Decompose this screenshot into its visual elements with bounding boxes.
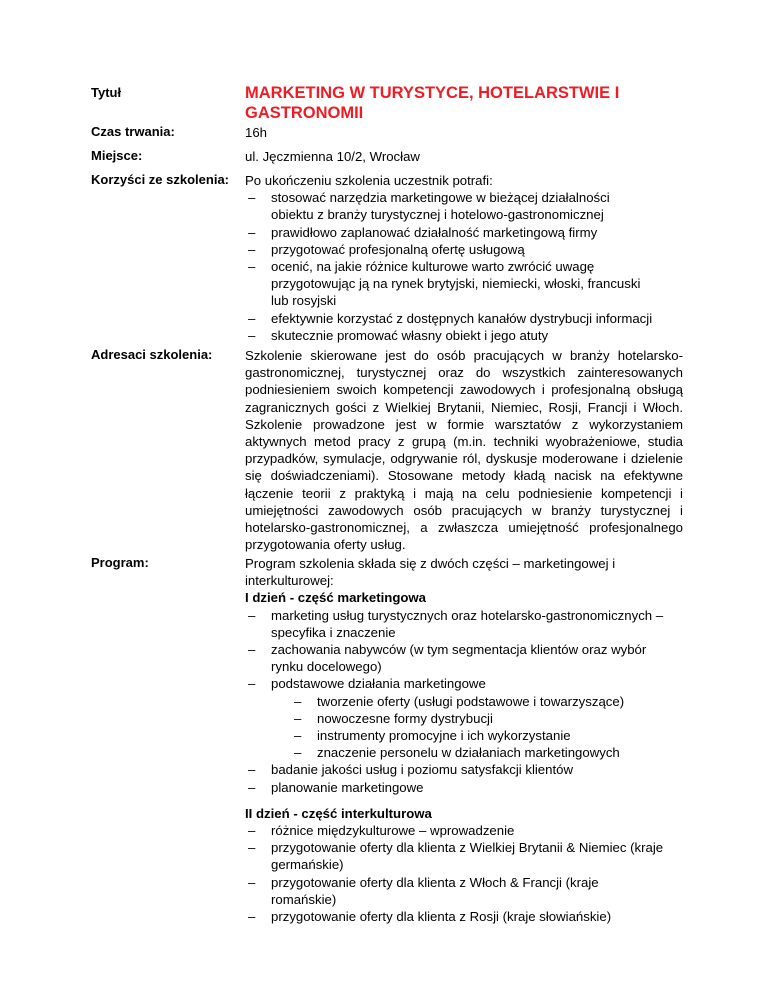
list-item: – przygotować profesjonalną ofertę usługową [245, 241, 655, 258]
day1-heading: I dzień - część marketingowa [245, 590, 427, 606]
list-item: – znaczenie personelu w działaniach marketingowych [291, 744, 665, 761]
list-item: – przygotowanie oferty dla klienta z Wielkiej Brytanii & Niemiec (kraje germańskie) [245, 839, 665, 873]
day1-sublist [271, 693, 665, 762]
day1-list [245, 607, 665, 796]
list-item: – zachowania nabywców (w tym segmentacja klientów oraz wybór rynku docelowego) [245, 641, 665, 675]
list-item: – instrumenty promocyjne i ich wykorzystanie [291, 727, 665, 744]
duration-value: 16h [245, 125, 268, 140]
duration-label: Czas trwania: [91, 124, 175, 139]
list-item: – skutecznie promować własny obiekt i jego atuty [245, 327, 655, 344]
list-item-text: podstawowe działania marketingowe [271, 676, 486, 692]
list-item: – prawidłowo zaplanować działalność marketingową firmy [245, 224, 655, 241]
list-item: – stosować narzędzia marketingowe w bieżącej działalności obiektu z branży turystycznej i hotelowo-gastronomicznej [245, 189, 655, 223]
benefits-intro: Po ukończeniu szkolenia uczestnik potrafi: [245, 173, 493, 188]
title-label: Tytuł [91, 85, 122, 100]
benefits-label: Korzyści ze szkolenia: [91, 172, 229, 187]
list-item: – przygotowanie oferty dla klienta z Włoch & Francji (kraje romańskie) [245, 874, 665, 908]
list-item: – efektywnie korzystać z dostępnych kanałów dystrybucji informacji [245, 310, 655, 327]
audience-text: Szkolenie skierowane jest do osób pracujących w branży hotelarsko-gastronomicznej, turystycznej oraz do wszystkich zainteresowanych podniesieniem swoich kompetencji zawodowych i profesjonalną obsługą zagranicznych gości z Wielkiej Brytanii, Niemiec, Rosji, Francji i Włoch. Szkolenie prowadzone jest w formie warsztatów z wykorzystaniem aktywnych metod pracy z grupą (m.in. techniki wyobrażeniowe, studia przypadków, symulacje, odgrywanie ról, dyskusje moderowane i dzielenie się doświadczeniami). Stosowane metody kładą nacisk na efektywne łączenie teorii z praktyką i mają na celu podniesienie kompetencji i umiejętności zawodowych osób pracujących w branży turystycznej i hotelarsko-gastronomicznej, a zwłaszcza umiejętność profesjonalnego przygotowania oferty usług. [245, 348, 683, 553]
program-intro: Program szkolenia składa się z dwóch części – marketingowej i interkulturowej: [245, 556, 616, 589]
benefits-list [245, 189, 655, 344]
place-label: Miejsce: [91, 148, 143, 163]
list-item: – nowoczesne formy dystrybucji [291, 710, 665, 727]
list-item: – badanie jakości usług i poziomu satysfakcji klientów [245, 761, 665, 778]
list-item: – tworzenie oferty (usługi podstawowe i towarzyszące) [291, 693, 665, 710]
audience-label: Adresaci szkolenia: [91, 347, 213, 362]
day2-heading: II dzień - część interkulturowa [245, 805, 432, 821]
place-value: ul. Jęczmienna 10/2, Wrocław [245, 149, 420, 164]
program-content [245, 555, 683, 925]
list-item: – różnice międzykulturowe – wprowadzenie [245, 822, 665, 839]
list-item [245, 675, 665, 761]
list-item: – ocenić, na jakie różnice kulturowe warto zwrócić uwagę przygotowując ją na rynek brytyjski, niemiecki, włoski, francuski lub rosyjski [245, 258, 655, 310]
benefits-content [245, 172, 683, 344]
day2-list [245, 822, 665, 925]
list-item: – przygotowanie oferty dla klienta z Rosji (kraje słowiańskie) [245, 908, 665, 925]
list-item: – marketing usług turystycznych oraz hotelarsko-gastronomicznych – specyfika i znaczenie [245, 607, 665, 641]
list-item: – planowanie marketingowe [245, 779, 665, 796]
training-title: MARKETING W TURYSTYCE, HOTELARSTWIE I GASTRONOMII [245, 84, 620, 122]
program-label: Program: [91, 555, 149, 570]
